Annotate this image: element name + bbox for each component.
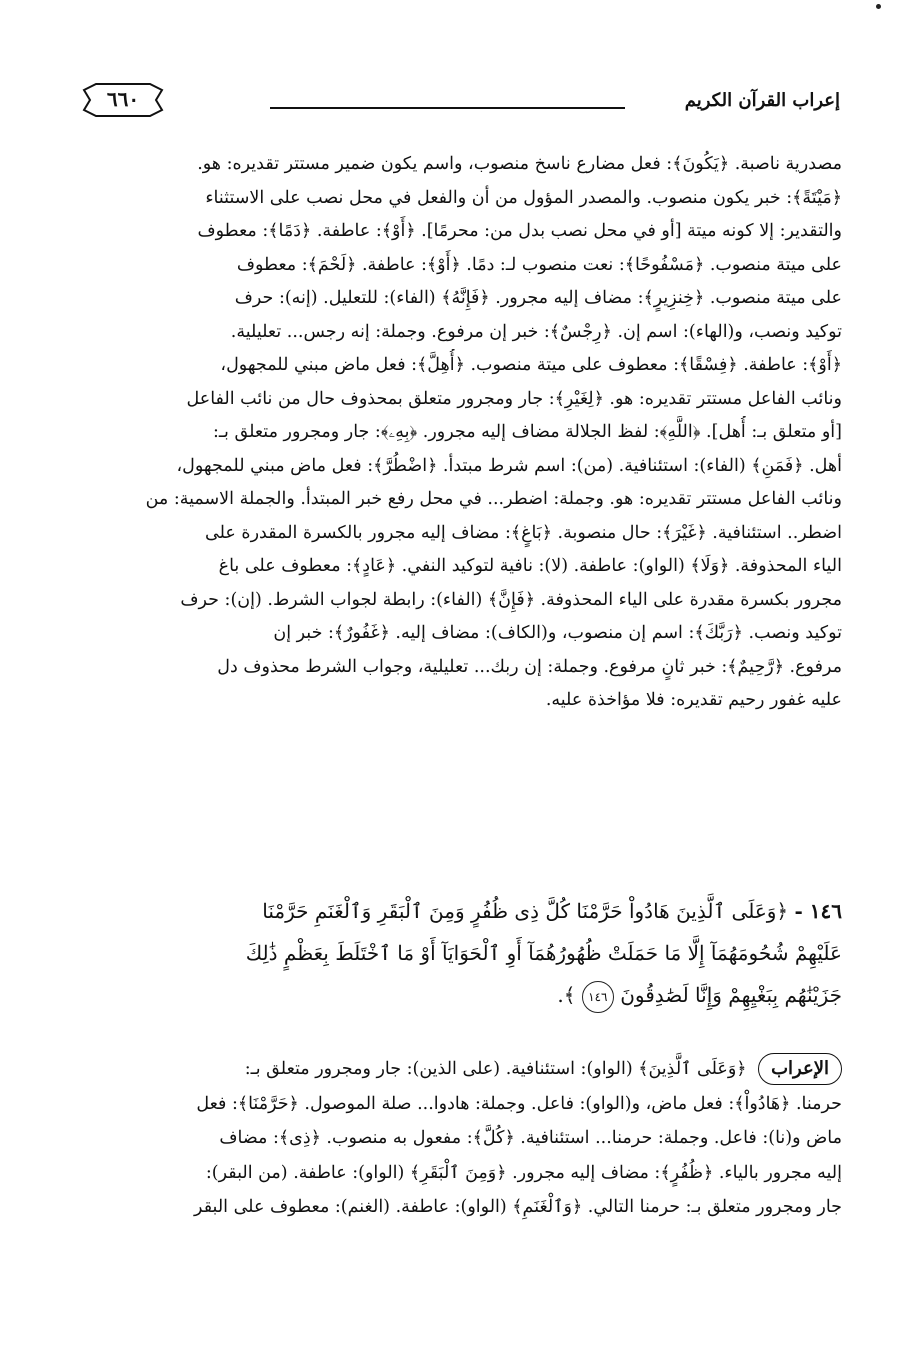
text-line: [أو متعلق بـ: أُهل]. ﴿اللَّهِ﴾: لفظ الجلالة مضاف إليه مجرور. ﴿بِهِۦ﴾: جار ومجرور متعلق بـ:: [213, 422, 842, 442]
irab-heading: الإعراب: [758, 1053, 842, 1085]
irab-line: جار ومجرور متعلق بـ: حرمنا التالي. ﴿وَٱلْغَنَمِ﴾ (الواو): عاطفة. (الغنم): معطوف على البقر: [194, 1197, 842, 1217]
irab-line: إليه مجرور بالياء. ﴿ظُفُرٍ﴾: مضاف إليه مجرور. ﴿وَمِنَ ٱلْبَقَرِ﴾ (الواو): عاطفة. (من البقر):: [205, 1162, 842, 1183]
text-line: عليه غفور رحيم تقديره: فلا مؤاخذة عليه.: [545, 690, 842, 710]
irab-line: [70, 1052, 842, 1087]
header-rule: [270, 107, 625, 109]
text-line: اضطر.. استئنافية. ﴿غَيْرَ﴾: حال منصوبة. ﴿بَاغٍ﴾: مضاف إليه مجرور بالكسرة المقدرة على: [205, 522, 842, 543]
text-line: الياء المحذوفة. ﴿وَلَا﴾ (الواو): عاطفة. (لا): نافية لتوكيد النفي. ﴿عَادٍ﴾: معطوف على باغ: [218, 556, 842, 576]
page-number-frame: [80, 80, 166, 120]
quran-verse: [70, 890, 842, 1016]
text-line: توكيد ونصب. ﴿رَبَّكَ﴾: اسم إن منصوب، و(الكاف): مضاف إليه. ﴿غَفُورٌ﴾: خبر إن: [273, 623, 842, 643]
text-line: والتقدير: إلا كونه ميتة [أو في محل نصب بدل من: محرمًا]. ﴿أَوْ﴾: عاطفة. ﴿دَمًا﴾: معطوف: [197, 221, 842, 241]
corner-dot: [876, 4, 881, 9]
commentary-text: [70, 148, 842, 718]
text-line: أهل. ﴿فَمَنِ﴾ (الفاء): استئنافية. (من): اسم شرط مبتدأ. ﴿اضْطُرَّ﴾: فعل ماض مبني للمجهول،: [176, 455, 842, 476]
verse-line: عَلَيْهِمْ شُحُومَهُمَآ إِلَّا مَا حَمَلَتْ ظُهُورُهُمَآ أَوِ ٱلْحَوَايَآ أَوْ مَا ٱخْتَلَطَ بِعَظْمٍ ذَٰلِكَ: [245, 941, 842, 965]
verse-text: ﴿وَعَلَى ٱلَّذِينَ هَادُواْ حَرَّمْنَا كُلَّ ذِى ظُفُرٍ وَمِنَ ٱلْبَقَرِ وَٱلْغَنَمِ حَرَّمْنَا: [262, 899, 789, 923]
text-line: ونائب الفاعل مستتر تقديره: هو. وجملة: اضطر... في محل رفع خبر المبتدأ. والجملة الاسمية: من: [145, 489, 842, 509]
text-line: ونائب الفاعل مستتر تقديره: هو. ﴿لِغَيْرِ﴾: جار ومجرور متعلق بمحذوف حال من نائب الفاعل: [186, 388, 842, 409]
verse-line: [70, 974, 842, 1016]
book-title: إعراب القرآن الكريم: [684, 90, 840, 111]
text-line: توكيد ونصب، و(الهاء): اسم إن. ﴿رِجْسٌ﴾: خبر إن مرفوع. وجملة: إنه رجس... تعليلية.: [230, 321, 842, 342]
page-number: ٦٦٠: [106, 87, 140, 111]
text-line: مرفوع. ﴿رَّحِيمٌ﴾: خبر ثانٍ مرفوع. وجملة: إن ربك... تعليلية، وجواب الشرط محذوف دل: [217, 656, 842, 677]
text-line: مجرور بكسرة مقدرة على الياء المحذوفة. ﴿فَإِنَّ﴾ (الفاء): رابطة لجواب الشرط. (إن): حرف: [180, 589, 842, 610]
irab-line: ماض و(نا): فاعل. وجملة: حرمنا... استئنافية. ﴿كُلَّ﴾: مفعول به منصوب. ﴿ذِى﴾: مضاف: [219, 1128, 842, 1148]
text-line: على ميتة منصوب. ﴿خِنزِيرٍ﴾: مضاف إليه مجرور. ﴿فَإِنَّهُ﴾ (الفاء): للتعليل. (إنه): حرف: [234, 288, 842, 308]
irab-text: ﴿وَعَلَى ٱلَّذِينَ﴾ (الواو): استئنافية. (على الذين): جار ومجرور متعلق بـ:: [244, 1059, 747, 1079]
irab-section: [70, 1052, 842, 1225]
text-line: مصدرية ناصبة. ﴿يَكُونَ﴾: فعل مضارع ناسخ منصوب، واسم يكون ضمير مستتر تقديره: هو.: [197, 154, 842, 174]
page-header: [80, 80, 840, 122]
verse-closing: ﴾.: [557, 983, 576, 1007]
text-line: ﴿أَوْ﴾: عاطفة. ﴿فِسْقًا﴾: معطوف على ميتة منصوب. ﴿أُهِلَّ﴾: فعل ماض مبني للمجهول،: [220, 355, 842, 375]
text-line: على ميتة منصوب. ﴿مَسْفُوحًا﴾: نعت منصوب لـ: دمًا. ﴿أَوْ﴾: عاطفة. ﴿لَحْمَ﴾: معطوف: [236, 254, 842, 275]
verse-number: ١٤٦ -: [794, 899, 842, 923]
verse-text: جَزَيْنَٰهُم بِبَغْيِهِمْ وَإِنَّا لَصَٰدِقُونَ: [620, 983, 842, 1007]
ayah-number-marker: ١٤٦: [582, 981, 614, 1013]
verse-line: [70, 890, 842, 932]
text-line: ﴿مَيْتَةً﴾: خبر يكون منصوب. والمصدر المؤول من أن والفعل في محل نصب على الاستثناء: [205, 187, 842, 208]
irab-line: حرمنا. ﴿هَادُواْ﴾: فعل ماض، و(الواو): فاعل. وجملة: هادوا... صلة الموصول. ﴿حَرَّمْنَا﴾: فعل: [196, 1093, 842, 1114]
